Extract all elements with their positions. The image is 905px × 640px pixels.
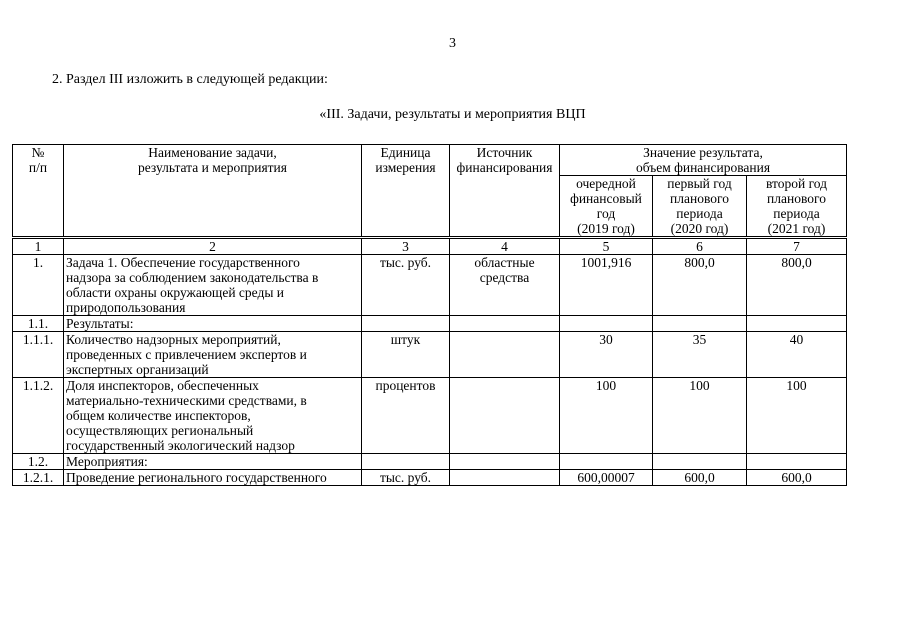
column-number: 7: [747, 238, 847, 255]
row-num: 1.: [13, 255, 64, 316]
row-source: [450, 378, 560, 454]
header-num: № п/п: [13, 145, 64, 238]
row-value-2020: 35: [653, 332, 747, 378]
intro-text: 2. Раздел III изложить в следующей редакции:: [52, 72, 328, 87]
row-unit: процентов: [362, 378, 450, 454]
row-value-2019: [560, 316, 653, 332]
row-unit: тыс. руб.: [362, 255, 450, 316]
row-name: Задача 1. Обеспечение государственного надзора за соблюдением законодательства в области охраны окружающей среды и природопользования: [64, 255, 362, 316]
row-source: областные средства: [450, 255, 560, 316]
row-value-2020: 600,0: [653, 470, 747, 486]
table-row: [13, 255, 847, 316]
row-num: 1.2.: [13, 454, 64, 470]
column-number: 1: [13, 238, 64, 255]
column-number: 3: [362, 238, 450, 255]
row-source: [450, 332, 560, 378]
row-value-2021: 800,0: [747, 255, 847, 316]
header-year-2021: второй год планового периода (2021 год): [747, 176, 847, 238]
header-unit: Единица измерения: [362, 145, 450, 238]
row-source: [450, 454, 560, 470]
row-unit: тыс. руб.: [362, 470, 450, 486]
row-name: Доля инспекторов, обеспеченных материально-техническими средствами, в общем количестве инспекторов, осуществляющих региональный государственный экологический надзор: [64, 378, 362, 454]
column-numbers-row: [13, 238, 847, 255]
header-name: Наименование задачи, результата и мероприятия: [64, 145, 362, 238]
table-row: [13, 454, 847, 470]
row-value-2020: 800,0: [653, 255, 747, 316]
row-value-2019: [560, 454, 653, 470]
row-value-2021: [747, 316, 847, 332]
row-num: 1.1.2.: [13, 378, 64, 454]
row-name: Проведение регионального государственного: [64, 470, 362, 486]
row-num: 1.1.1.: [13, 332, 64, 378]
tasks-table: [12, 144, 847, 486]
section-title: «III. Задачи, результаты и мероприятия ВЦП: [319, 107, 586, 122]
table-row: [13, 470, 847, 486]
column-number: 5: [560, 238, 653, 255]
column-number: 6: [653, 238, 747, 255]
row-value-2021: 600,0: [747, 470, 847, 486]
row-value-2020: [653, 316, 747, 332]
row-value-2019: 1001,916: [560, 255, 653, 316]
row-value-2019: 600,00007: [560, 470, 653, 486]
header-value-group: Значение результата, объем финансирования: [560, 145, 847, 176]
row-unit: [362, 316, 450, 332]
row-source: [450, 316, 560, 332]
row-name: Мероприятия:: [64, 454, 362, 470]
table-row: [13, 378, 847, 454]
row-source: [450, 470, 560, 486]
column-number: 2: [64, 238, 362, 255]
row-unit: [362, 454, 450, 470]
column-number: 4: [450, 238, 560, 255]
table-row: [13, 332, 847, 378]
page-number: 3: [449, 36, 456, 51]
header-year-2020: первый год планового периода (2020 год): [653, 176, 747, 238]
header-source: Источник финансирования: [450, 145, 560, 238]
row-num: 1.2.1.: [13, 470, 64, 486]
table-row: [13, 316, 847, 332]
row-value-2021: 40: [747, 332, 847, 378]
row-value-2019: 30: [560, 332, 653, 378]
row-unit: штук: [362, 332, 450, 378]
row-value-2020: [653, 454, 747, 470]
row-num: 1.1.: [13, 316, 64, 332]
row-name: Количество надзорных мероприятий, проведенных с привлечением экспертов и экспертных организаций: [64, 332, 362, 378]
row-name: Результаты:: [64, 316, 362, 332]
header-year-2019: очередной финансовый год (2019 год): [560, 176, 653, 238]
row-value-2019: 100: [560, 378, 653, 454]
row-value-2020: 100: [653, 378, 747, 454]
row-value-2021: [747, 454, 847, 470]
row-value-2021: 100: [747, 378, 847, 454]
